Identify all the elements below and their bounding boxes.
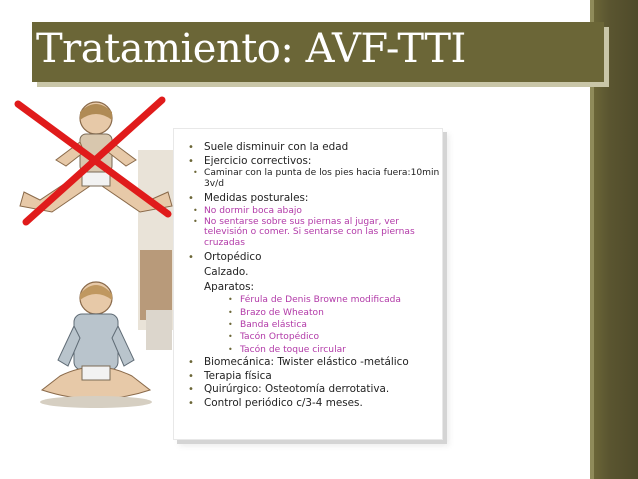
child-cross-legged bbox=[40, 282, 152, 408]
list-subitem: • Tacón de toque circular bbox=[228, 344, 346, 355]
list-subitem: • Brazo de Wheaton bbox=[228, 307, 324, 318]
list-item: • Biomecánica: Twister elástico -metálico bbox=[188, 356, 409, 369]
bullet-icon: • bbox=[188, 370, 194, 382]
bullet-icon: • bbox=[188, 193, 194, 205]
list-item: • Quirúrgico: Osteotomía derrotativa. bbox=[188, 383, 390, 396]
posture-illustration bbox=[0, 90, 200, 479]
plain-line: Calzado. bbox=[204, 265, 249, 278]
slide-title: Tratamiento: AVF-TTI bbox=[36, 26, 466, 72]
bullet-icon: • bbox=[188, 155, 194, 167]
list-subitem: • Tacón Ortopédico bbox=[228, 332, 320, 343]
list-subitem: • Férula de Denis Browne modificada bbox=[228, 295, 401, 306]
bullet-icon: • bbox=[228, 332, 233, 342]
bullet-icon: • bbox=[193, 168, 198, 178]
bullet-icon: • bbox=[188, 142, 194, 153]
photo-thumb-2 bbox=[146, 310, 172, 350]
bullet-icon: • bbox=[188, 384, 194, 396]
bullet-icon: • bbox=[228, 344, 233, 354]
bullet-icon: • bbox=[188, 397, 194, 409]
list-item: • Ortopédico bbox=[188, 251, 262, 264]
plain-line: Aparatos: bbox=[204, 280, 255, 293]
bullet-icon: • bbox=[228, 307, 233, 317]
list-item: • Control periódico c/3-4 meses. bbox=[188, 396, 363, 409]
bullet-icon: • bbox=[228, 319, 233, 329]
list-subitem: • Banda elástica bbox=[228, 319, 307, 330]
treatment-list bbox=[182, 141, 440, 411]
list-subitem: • Caminar con la punta de los pies hacia fuera:10min 3v/d bbox=[193, 168, 440, 189]
bullet-icon: • bbox=[193, 216, 198, 226]
content-panel bbox=[173, 128, 443, 440]
title-bar bbox=[32, 22, 604, 82]
list-item: • Terapia física bbox=[188, 369, 272, 382]
bullet-icon: • bbox=[193, 205, 198, 215]
list-subitem: • No sentarse sobre sus piernas al jugar, ver televisión o comer. Si sentarse con las piernas cruzadas bbox=[193, 216, 415, 248]
photo-thumb-1 bbox=[140, 250, 172, 320]
bullet-icon: • bbox=[188, 252, 194, 264]
list-item: • Suele disminuir con la edad bbox=[188, 141, 349, 153]
list-subitem: • No dormir boca abajo bbox=[193, 205, 302, 216]
bullet-icon: • bbox=[188, 357, 194, 369]
list-item: • Medidas posturales: bbox=[188, 192, 309, 205]
list-item: • Ejercicio correctivos: bbox=[188, 154, 312, 167]
bullet-icon: • bbox=[228, 295, 233, 305]
